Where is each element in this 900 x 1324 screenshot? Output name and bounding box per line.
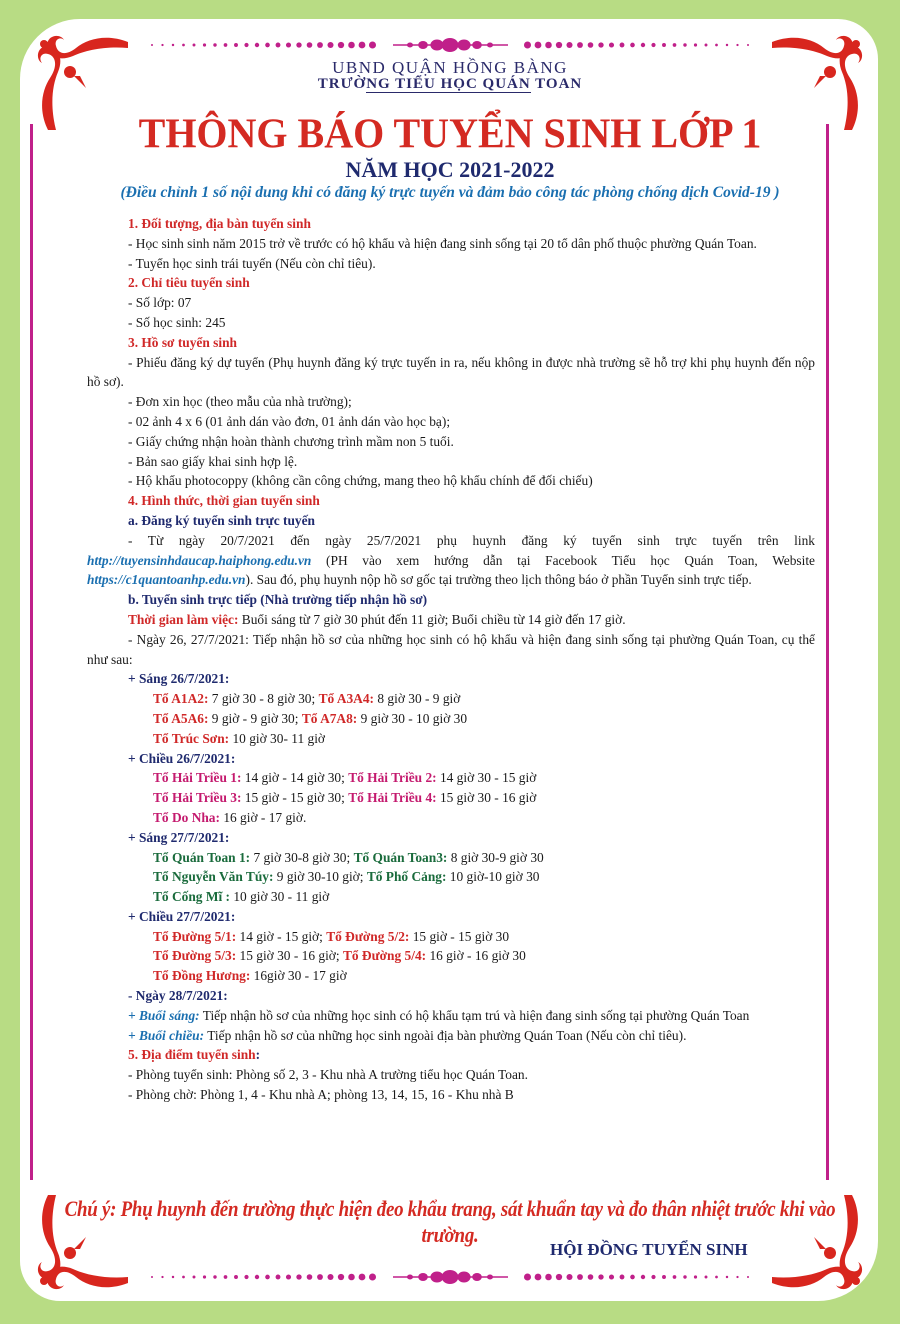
schedule-row [87,689,815,709]
group-name: Tổ Hải Triều 3: [153,790,242,806]
divider-dot [161,44,163,46]
list-item: - 02 ảnh 4 x 6 (01 ảnh dán vào đơn, 01 ảnh dán vào học bạ); [128,413,451,429]
notice-content [87,214,815,1105]
divider-dot [556,1274,562,1280]
divider-center-dot [442,38,459,52]
list-item: - Hộ khẩu photocoppy (không cần công chứng, mang theo hộ khẩu chính để đối chiếu) [128,473,593,489]
list-item: - Giấy chứng nhận hoàn thành chương trình mầm non 5 tuổi. [128,433,454,449]
group-time: 14 giờ - 14 giờ 30; [241,770,349,786]
divider-dot [172,1276,174,1278]
divider-dot [255,43,259,47]
group-time: 16giờ 30 - 17 giờ [250,968,347,984]
afternoon-text: Tiếp nhận hồ sơ của những học sinh ngoài địa bàn phường Quán Toan (Nếu còn chỉ tiêu). [204,1027,687,1043]
list-item: - Học sinh sinh năm 2015 trở về trước có hộ khẩu và hiện đang sinh sống tại 20 tổ dân phố thuộc phường Quán Toan. [128,235,757,251]
group-time: 9 giờ 30-10 giờ; [273,869,367,885]
divider-dot [244,43,248,47]
section-heading: 2. Chỉ tiêu tuyển sinh [128,275,250,291]
group-time: 15 giờ - 15 giờ 30 [409,928,510,944]
divider-dot [286,1274,291,1279]
warning-note: Chú ý: Phụ huynh đến trường thực hiện đeo khẩu trang, sát khuẩn tay và đo thân nhiệt trước khi vào trường. [64,1196,836,1247]
group-name: Tổ A7A8: [301,710,358,726]
divider-dot [359,1274,366,1281]
divider-dot [641,43,645,47]
list-item: - Số học sinh: 245 [128,314,226,330]
schedule-session: + Chiều 27/7/2021: [128,908,236,924]
group-time: 10 giờ-10 giờ 30 [446,869,540,885]
divider-dot [683,43,686,46]
divider-dot [317,42,323,48]
group-name: Tổ Phố Cảng: [366,869,447,885]
divider-dot [151,1276,153,1278]
divider-dot [651,1275,655,1279]
group-name: Tổ Do Nha: [153,809,220,825]
group-name: Tổ Hải Triều 1: [153,770,242,786]
list-item: - Số lớp: 07 [128,295,192,311]
adjustment-note: (Điều chỉnh 1 số nội dung khi có đăng ký trực tuyến và đảm bảo công tác phòng chống dịch Covid-19 ) [120,184,780,201]
schedule [87,669,815,986]
group-time: 10 giờ 30 - 11 giờ [230,889,330,905]
divider-dot [182,1276,185,1279]
schedule-row [87,887,815,907]
divider-dot [535,1274,542,1281]
divider-dot [694,43,697,46]
divider-dot [369,41,376,48]
divider-dot [694,1275,697,1278]
day28-afternoon [87,1026,815,1046]
divider-center-dot [457,1272,470,1283]
divider-center-dot [407,43,413,48]
divider-dot [630,43,635,48]
group-name: Tổ Quán Toan 1: [153,849,251,865]
divider-dot [726,1276,728,1278]
divider-dot [348,1274,355,1281]
group-time: 7 giờ 30 - 8 giờ 30; [208,691,319,707]
divider-dot [577,1274,583,1280]
divider-dot [348,42,355,49]
group-name: Tổ Đường 5/2: [326,928,410,944]
group-name: Tổ Đường 5/3: [153,948,237,964]
group-name: Tổ Hải Triều 2: [348,770,437,786]
group-name: Tổ A3A4: [318,691,375,707]
working-hours-text: Buổi sáng từ 7 giờ 30 phút đến 11 giờ; Buổi chiều từ 14 giờ đến 17 giờ. [238,611,626,627]
divider-dot [535,42,542,49]
signature: HỘI ĐỒNG TUYỂN SINH [550,1240,748,1259]
schedule-row [87,966,815,986]
divider-center-dot [418,41,428,49]
schedule-row [87,927,815,947]
divider-center-dot [487,43,493,48]
divider-dot [193,44,196,47]
divider-dot [244,1275,248,1279]
authority-name: UBND QUẬN HỒNG BÀNG [332,58,568,77]
dotted-divider-bottom [148,1270,752,1284]
divider-dot [715,1276,718,1279]
school-name-part: TRƯỜ [317,76,367,92]
divider-dot [338,42,344,48]
divider-dot [151,44,153,46]
online-registration-text [87,531,815,590]
group-time: 16 giờ - 17 giờ. [219,809,307,825]
divider-dot [588,42,594,48]
divider-dot [545,1274,552,1281]
divider-dot [234,43,238,47]
group-time: 15 giờ - 15 giờ 30; [241,790,349,806]
divider-center-dot [442,1270,459,1284]
divider-dot [203,1275,206,1278]
divider-dot [662,43,666,47]
divider-dot [736,1276,738,1278]
divider-dot [307,42,313,48]
schedule-row [87,867,815,887]
divider-dot [276,43,281,48]
divider-dot [524,1273,531,1280]
school-name [0,76,900,93]
divider-dot [327,42,333,48]
morning-label: + Buổi sáng: [128,1007,200,1023]
group-name: Tổ Đường 5/1: [153,928,237,944]
divider-center-dot [472,1273,482,1281]
group-time: 16 giờ - 16 giờ 30 [426,948,526,964]
divider-center-dot [457,40,470,51]
divider-dot [213,43,216,46]
list-item: - Tuyển học sinh trái tuyến (Nếu còn chỉ tiêu). [128,255,376,271]
schedule-row [87,788,815,808]
divider-dot [651,43,655,47]
divider-dot [705,1276,708,1279]
schedule-row [87,768,815,788]
divider-dot [673,43,677,47]
working-hours [87,610,815,630]
group-name: Tổ Quán Toan3: [353,849,448,865]
group-name: Tổ Cống Mĩ : [153,889,230,905]
subsection-heading: b. Tuyển sinh trực tiếp (Nhà trường tiếp nhận hồ sơ) [128,592,428,608]
divider-dot [705,44,708,47]
divider-dot [296,1274,301,1279]
group-time: 14 giờ 30 - 15 giờ [436,770,537,786]
divider-dot [566,42,572,48]
group-name: Tổ A1A2: [153,691,209,707]
school-name-part: TOAN [530,76,583,92]
text: (PH vào xem hướng dẫn tại Facebook Tiểu học Quán Toan, Website [311,552,815,568]
school-name-underlined: NG TIỂU HỌC QUÁN [366,76,531,92]
group-time: 9 giờ - 9 giờ 30; [208,710,302,726]
schedule-row [87,946,815,966]
divider-center-dot [418,1273,428,1281]
schedule-row [87,709,815,729]
divider-dot [736,44,738,46]
divider-dot [747,44,749,46]
divider-dot [588,1274,594,1280]
divider-dot [172,44,174,46]
divider-dot [265,1275,270,1280]
divider-dot [726,44,728,46]
divider-dot [683,1275,686,1278]
group-name: Tổ Hải Triều 4: [348,790,437,806]
afternoon-label: + Buổi chiều: [128,1027,205,1043]
divider-center-dot [407,1275,413,1280]
page-title: THÔNG BÁO TUYỂN SINH LỚP 1 [138,109,762,158]
group-time: 9 giờ 30 - 10 giờ 30 [357,710,468,726]
divider-dot [545,42,552,49]
divider-dot [234,1275,238,1279]
divider-dot [609,1274,614,1279]
divider-dot [577,42,583,48]
divider-dot [255,1275,259,1279]
schedule-session: + Sáng 27/7/2021: [128,829,230,845]
school-website-link[interactable]: https://c1quantoanhp.edu.vn [87,572,246,588]
divider-dot [296,42,301,47]
section-heading: 1. Đối tượng, địa bàn tuyển sinh [128,216,311,231]
schedule-row [87,848,815,868]
divider-dot [265,43,270,48]
schedule-row [87,808,815,828]
divider-dot [203,43,206,46]
schedule-session: + Sáng 26/7/2021: [128,671,230,687]
group-name: Tổ Nguyễn Văn Túy: [153,869,274,885]
list-item: - Phiếu đăng ký dự tuyển (Phụ huynh đăng ký trực tuyến in ra, nếu không in được nhà trường sẽ hỗ trợ khi phụ huynh đến nộp hồ sơ). [87,354,815,390]
divider-dot [182,44,185,47]
group-time: 15 giờ 30 - 16 giờ [436,790,537,806]
divider-dot [566,1274,572,1280]
registration-link[interactable]: http://tuyensinhdaucap.haiphong.edu.vn [87,552,312,568]
divider-dot [359,42,366,49]
divider-dot [224,1275,228,1279]
section-heading: 3. Hồ sơ tuyển sinh [128,334,237,350]
group-time: 15 giờ 30 - 16 giờ; [236,948,343,964]
direct-intro: - Ngày 26, 27/7/2021: Tiếp nhận hồ sơ của những học sinh có hộ khẩu và hiện đang sinh sống tại phường Quán Toan, cụ thể như sau: [87,631,815,667]
divider-dot [338,1274,344,1280]
divider-dot [317,1274,323,1280]
school-year: NĂM HỌC 2021-2022 [345,157,555,182]
right-border-line [826,124,829,1180]
day28-heading: - Ngày 28/7/2021: [128,988,228,1004]
list-item: - Bản sao giấy khai sinh hợp lệ. [128,453,298,469]
section-heading [87,1045,815,1065]
divider-dot [286,42,291,47]
divider-center-dot [472,41,482,49]
divider-dot [662,1275,666,1279]
text: ). Sau đó, phụ huynh nộp hồ sơ gốc tại trường theo lịch thông báo ở phần Tuyển sinh trực tiếp. [245,572,752,588]
schedule-row [87,729,815,749]
divider-dot [630,1275,635,1280]
group-name: Tổ Đường 5/4: [342,948,427,964]
group-time: 8 giờ 30-9 giờ 30 [447,849,544,865]
divider-dot [609,42,614,47]
divider-dot [620,43,625,48]
divider-dot [715,44,718,47]
group-time: 14 giờ - 15 giờ; [236,928,327,944]
divider-dot [620,1275,625,1280]
divider-dot [327,1274,333,1280]
dotted-divider-top [148,38,752,52]
section5-heading-text: 5. Địa điểm tuyển sinh [128,1047,256,1063]
list-item: - Phòng chờ: Phòng 1, 4 - Khu nhà A; phòng 13, 14, 15, 16 - Khu nhà B [128,1087,514,1103]
working-hours-label: Thời gian làm việc: [128,611,239,627]
list-item: - Phòng tuyển sinh: Phòng số 2, 3 - Khu nhà A trường tiểu học Quán Toan. [128,1067,528,1083]
divider-dot [673,1275,677,1279]
divider-center-dot [487,1275,493,1280]
divider-dot [747,1276,749,1278]
subsection-heading: a. Đăng ký tuyển sinh trực tuyến [128,512,315,528]
group-time: 8 giờ 30 - 9 giờ [374,691,461,707]
divider-dot [161,1276,163,1278]
divider-dot [213,1275,216,1278]
divider-dot [369,1273,376,1280]
divider-dot [307,1274,313,1280]
group-name: Tổ A5A6: [153,710,209,726]
list-item: - Đơn xin học (theo mẫu của nhà trường); [128,394,352,410]
left-border-line [30,124,33,1180]
group-time: 10 giờ 30- 11 giờ [229,730,325,746]
colon: : [255,1047,261,1063]
divider-dot [193,1276,196,1279]
day28-morning [87,1006,815,1026]
morning-text: Tiếp nhận hồ sơ của những học sinh có hộ khẩu tạm trú và hiện đang sinh sống tại phường Quán Toan [199,1007,750,1023]
divider-dot [598,1274,603,1279]
divider-dot [524,41,531,48]
group-name: Tổ Đồng Hương: [153,968,251,984]
divider-dot [556,42,562,48]
divider-dot [641,1275,645,1279]
divider-dot [224,43,228,47]
divider-dot [598,42,603,47]
group-time: 7 giờ 30-8 giờ 30; [250,849,354,865]
text: - Từ ngày 20/7/2021 đến ngày 25/7/2021 phụ huynh đăng ký tuyển sinh trực tuyến trên link [128,532,815,548]
section-heading: 4. Hình thức, thời gian tuyển sinh [128,493,320,509]
schedule-session: + Chiều 26/7/2021: [128,750,236,766]
divider-dot [276,1275,281,1280]
group-name: Tổ Trúc Sơn: [153,730,230,746]
